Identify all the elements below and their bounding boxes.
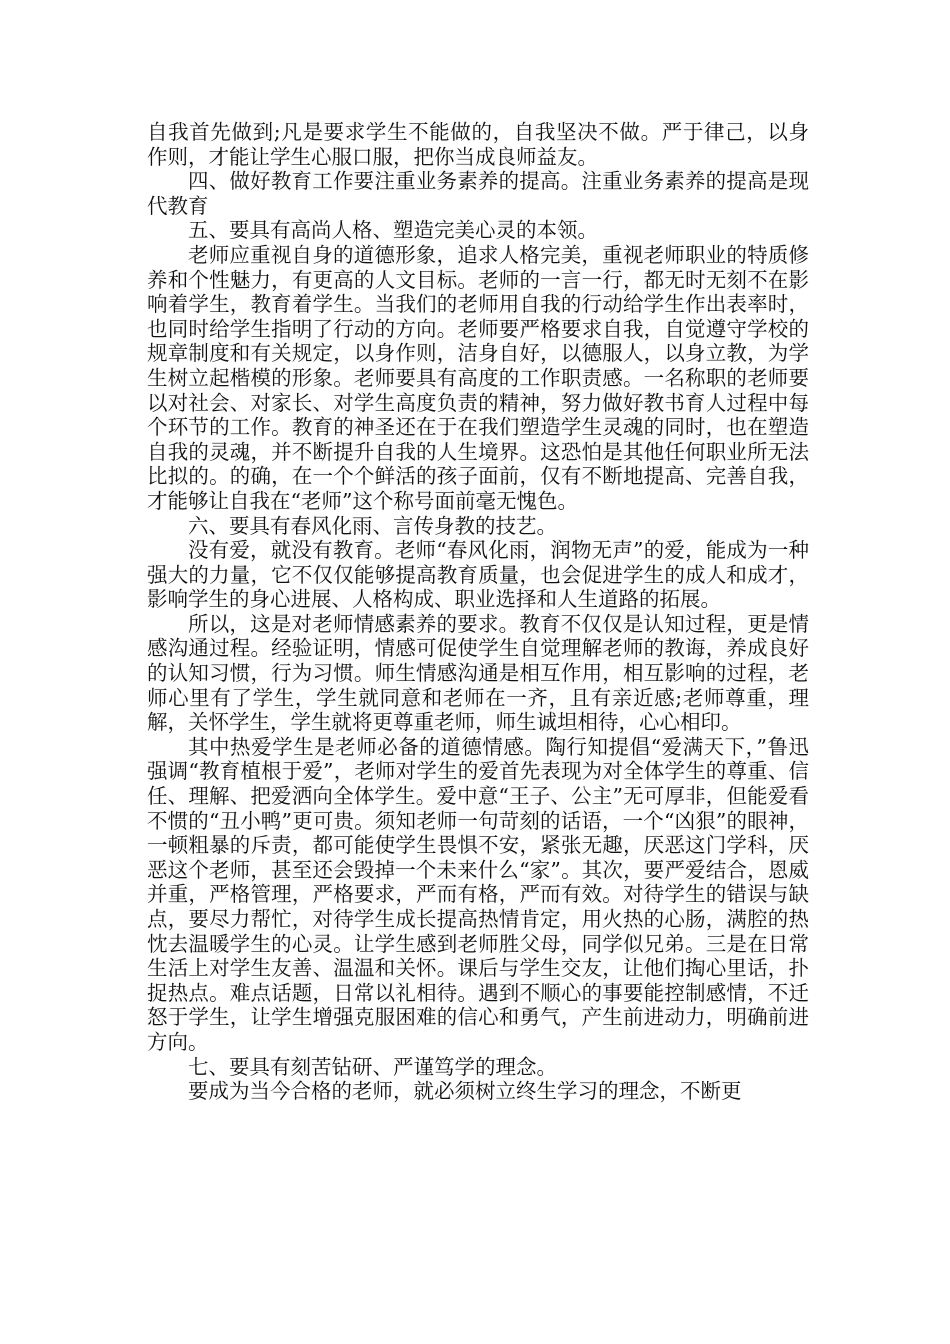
paragraph-emotional-literacy: 所以，这是对老师情感素养的要求。教育不仅仅是认知过程，更是情感沟通过程。经验证明，情感可促使学生自觉理解老师的教诲，养成良好的认知习惯，行为习惯。师生情感沟通是相互作用，相互影响的过程，老师心里有了学生，学生就同意和老师在一齐，且有亲近感;老师尊重，理解，关怀学生，学生就将更尊重老师，师生诚坦相待，心心相印。	[147, 611, 809, 735]
document-page	[147, 120, 809, 1104]
paragraph-love-and-education: 没有爱，就没有教育。老师“春风化雨，润物无声”的爱，能成为一种强大的力量，它不仅仅能够提高教育质量，也会促进学生的成人和成才，影响学生的身心进展、人格构成、职业选择和人生道路的拓展。	[147, 538, 809, 612]
paragraph-teacher-moral-image: 老师应重视自身的道德形象，追求人格完美，重视老师职业的特质修养和个性魅力，有更高的人文目标。老师的一言一行，都无时无刻不在影响着学生，教育着学生。当我们的老师用自我的行动给学生作出表率时，也同时给学生指明了行动的方向。老师要严格要求自我，自觉遵守学校的规章制度和有关规定，以身作则，洁身自好，以德服人，以身立教，为学生树立起楷模的形象。老师要具有高度的工作职责感。一名称职的老师要以对社会、对家长、对学生高度负责的精神，努力做好教书育人过程中每个环节的工作。教育的神圣还在于在我们塑造学生灵魂的同时，也在塑造自我的灵魂，并不断提升自我的人生境界。这恐怕是其他任何职业所无法比拟的。的确，在一个个鲜活的孩子面前，仅有不断地提高、完善自我，才能够让自我在“老师”这个称号面前毫无愧色。	[147, 242, 809, 513]
paragraph-continuation: 自我首先做到;凡是要求学生不能做的，自我坚决不做。严于律己，以身作则，才能让学生心服口服，把你当成良师益友。	[147, 120, 809, 169]
paragraph-lifelong-learning: 要成为当今合格的老师，就必须树立终生学习的理念，不断更	[188, 1079, 742, 1104]
paragraph-section-seven-heading: 七、要具有刻苦钻研、严谨笃学的理念。	[188, 1054, 557, 1079]
paragraph-section-five-heading: 五、要具有高尚人格、塑造完美心灵的本领。	[188, 218, 598, 243]
paragraph-section-six-heading: 六、要具有春风化雨、言传身教的技艺。	[188, 513, 557, 538]
paragraph-love-students: 其中热爱学生是老师必备的道德情感。陶行知提倡“爱满天下，”鲁迅强调“教育植根于爱”，老师对学生的爱首先表现为对全体学生的尊重、信任、理解、把爱洒向全体学生。爱中意“王子、公主”无可厚非，但能爱看不惯的“丑小鸭”更可贵。须知老师一句苛刻的话语，一个“凶狠”的眼神，一顿粗暴的斥责，都可能使学生畏惧不安，紧张无趣，厌恶这门学科，厌恶这个老师，甚至还会毁掉一个未来什么“家”。其次，要严爱结合，恩威并重，严格管理，严格要求，严而有格，严而有效。对待学生的错误与缺点，要尽力帮忙，对待学生成长提高热情肯定，用火热的心肠，满腔的热忱去温暖学生的心灵。让学生感到老师胜父母，同学似兄弟。三是在日常生活上对学生友善、温温和关怀。课后与学生交友，让他们掏心里话，扑捉热点。难点话题，日常以礼相待。遇到不顺心的事要能控制感情，不迁怒于学生，让学生增强克服困难的信心和勇气，产生前进动力，明确前进方向。	[147, 734, 809, 1054]
paragraph-section-four: 四、做好教育工作要注重业务素养的提高。注重业务素养的提高是现代教育	[147, 169, 809, 218]
